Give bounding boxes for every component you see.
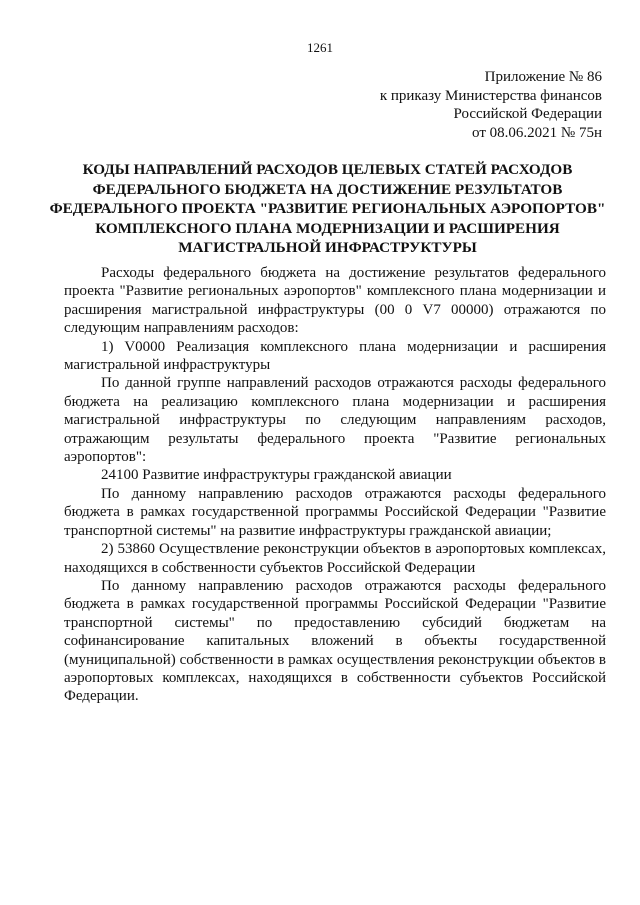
item-1-heading: 1) V0000 Реализация комплексного плана модернизации и расширения магистральной инфраструктуры [64, 338, 606, 374]
code-24100-heading: 24100 Развитие инфраструктуры гражданской авиации [101, 467, 452, 484]
appendix-authority: Российской Федерации [453, 106, 602, 122]
appendix-order-reference: к приказу Министерства финансов [379, 87, 602, 104]
item-1-description: По данной группе направлений расходов отражаются расходы федерального бюджета на реализацию комплексного плана модернизации и расширения магистральной инфраструктуры по следующим направлениям расходов, отражающим результаты федерального проекта "Развитие региональных аэропортов": [64, 375, 606, 466]
document-title: КОДЫ НАПРАВЛЕНИЙ РАСХОДОВ ЦЕЛЕВЫХ СТАТЕЙ РАСХОДОВ ФЕДЕРАЛЬНОГО БЮДЖЕТА НА ДОСТИЖЕНИЕ РЕЗУЛЬТАТОВ ФЕДЕРАЛЬНОГО ПРОЕКТА "РАЗВИТИЕ РЕГИОНАЛЬНЫХ АЭРОПОРТОВ" КОМПЛЕКСНОГО ПЛАНА МОДЕРНИЗАЦИИ И РАСШИРЕНИЯ МАГИСТРАЛЬНОЙ ИНФРАСТРУКТУРЫ [49, 161, 606, 256]
item-2-description: По данному направлению расходов отражаются расходы федерального бюджета в рамках государственной программы Российской Федерации "Развитие транспортной системы" по предоставлению субсидий бюджетам на софинансирование капитальных вложений в объекты государственной (муниципальной) собственности в рамках осуществления реконструкции объектов в аэропортовых комплексах, находящихся в собственности субъектов Российской Федерации. [64, 577, 606, 705]
appendix-order-date: от 08.06.2021 № 75н [472, 124, 602, 141]
item-2-heading: 2) 53860 Осуществление реконструкции объектов в аэропортовых комплексах, находящихся в собственности субъектов Российской Федерации [64, 541, 606, 576]
appendix-number: Приложение № 86 [484, 69, 602, 85]
page-number: 1261 [307, 40, 333, 55]
document-body [64, 264, 606, 706]
intro-paragraph: Расходы федерального бюджета на достижение результатов федерального проекта "Развитие региональных аэропортов" комплексного плана модернизации и расширения магистральной инфраструктуры (00 0 V7 00000) отражаются по следующим направлениям расходов: [64, 265, 606, 337]
appendix-block [340, 68, 602, 142]
code-24100-description: По данному направлению расходов отражаются расходы федерального бюджета в рамках государственной программы Российской Федерации "Развитие транспортной системы" на развитие инфраструктуры гражданской авиации; [64, 485, 606, 539]
